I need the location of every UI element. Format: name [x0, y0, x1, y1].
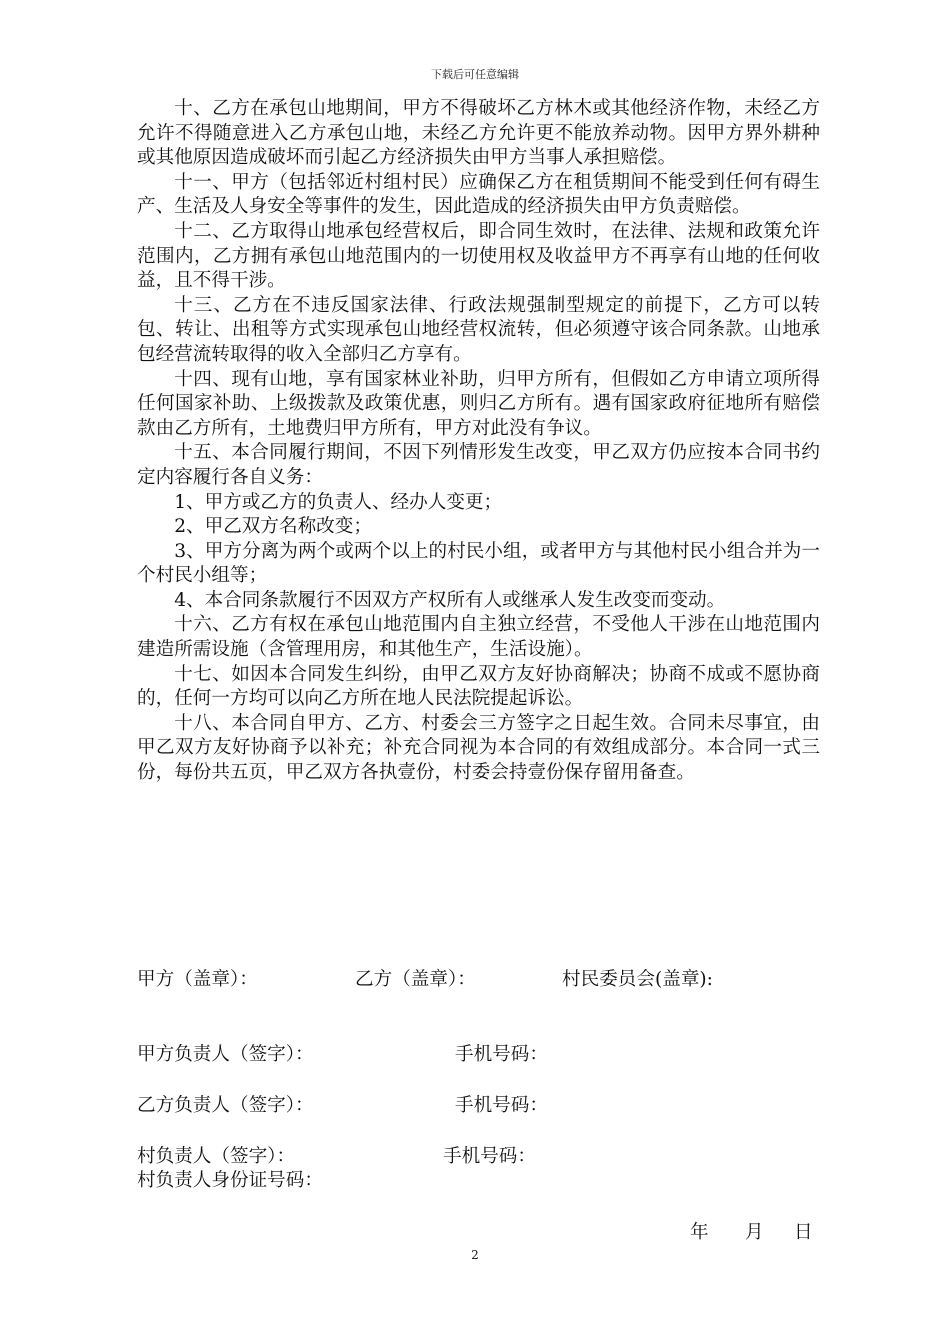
village-phone-label: 手机号码： — [443, 1146, 536, 1167]
clause-15-item-1: 1、甲方或乙方的负责人、经办人变更； — [174, 491, 503, 513]
party-b-phone-label: 手机号码： — [455, 1095, 548, 1116]
clause-13: 十三、乙方在不违反国家法律、行政法规强制型规定的前提下，乙方可以转包、转让、出租等方式实现承包山地经营权流转，但必须遵守该合同条款。山地承包经营流转取得的收入全部归乙方享有。 — [137, 294, 820, 365]
clause-17: 十七、如因本合同发生纠纷，由甲乙双方友好协商解决；协商不成或不愿协商的，任何一方均可以向乙方所在地人民法院提起诉讼。 — [137, 663, 820, 710]
party-a-phone-label: 手机号码： — [455, 1044, 548, 1065]
page-header: 下载后可任意编辑 — [431, 68, 519, 81]
party-a-seal-label: 甲方（盖章）： — [137, 969, 258, 990]
contract-body — [137, 97, 820, 786]
village-id-label: 村负责人身份证号码： — [137, 1170, 323, 1191]
date-month: 月 — [745, 1222, 764, 1243]
village-rep-label: 村负责人（签字）： — [137, 1146, 296, 1167]
party-a-rep-label: 甲方负责人（签字）： — [137, 1044, 314, 1065]
date-year: 年 — [690, 1222, 709, 1243]
page-number: 2 — [471, 1248, 479, 1262]
date-day: 日 — [794, 1222, 813, 1243]
clause-15-item-2: 2、甲乙双方名称改变； — [174, 516, 372, 538]
party-b-seal-label: 乙方（盖章）： — [355, 969, 476, 990]
clause-10: 十、乙方在承包山地期间，甲方不得破坏乙方林木或其他经济作物，未经乙方允许不得随意进入乙方承包山地，未经乙方允许更不能放养动物。因甲方界外耕种或其他原因造成破坏而引起乙方经济损失由甲方当事人承担赔偿。 — [137, 98, 820, 169]
clause-12: 十二、乙方取得山地承包经营权后，即合同生效时，在法律、法规和政策允许范围内，乙方拥有承包山地范围内的一切使用权及收益甲方不再享有山地的任何收益，且不得干涉。 — [137, 220, 820, 292]
clause-18: 十八、本合同自甲方、乙方、村委会三方签字之日起生效。合同未尽事宜，由甲乙双方友好协商予以补充；补充合同视为本合同的有效组成部分。本合同一式三份，每份共五页，甲乙双方各执壹份，村委会持壹份保存留用备查。 — [137, 712, 820, 784]
village-committee-seal-label: 村民委员会(盖章): — [562, 969, 713, 990]
clause-15-item-4: 4、本合同条款履行不因双方产权所有人或继承人发生改变而变动。 — [174, 589, 726, 611]
party-b-rep-label: 乙方负责人（签字）： — [137, 1095, 314, 1116]
clause-14: 十四、现有山地，享有国家林业补助，归甲方所有，但假如乙方申请立项所得任何国家补助、上级拨款及政策优惠，则归乙方所有。遇有国家政府征地所有赔偿款由乙方所有，土地费归甲方所有，甲方对此没有争议。 — [137, 368, 820, 439]
clause-15: 十五、本合同履行期间，不因下列情形发生改变，甲乙双方仍应按本合同书约定内容履行各自义务： — [137, 442, 820, 488]
clause-11: 十一、甲方（包括邻近村组村民）应确保乙方在租赁期间不能受到任何有碍生产、生活及人身安全等事件的发生，因此造成的经济损失由甲方负责赔偿。 — [137, 171, 820, 218]
clause-16: 十六、乙方有权在承包山地范围内自主独立经营，不受他人干涉在山地范围内建造所需设施（含管理用房，和其他生产，生活设施）。 — [137, 614, 820, 661]
clause-15-item-3: 3、甲方分离为两个或两个以上的村民小组，或者甲方与其他村民小组合并为一个村民小组等； — [137, 540, 820, 587]
